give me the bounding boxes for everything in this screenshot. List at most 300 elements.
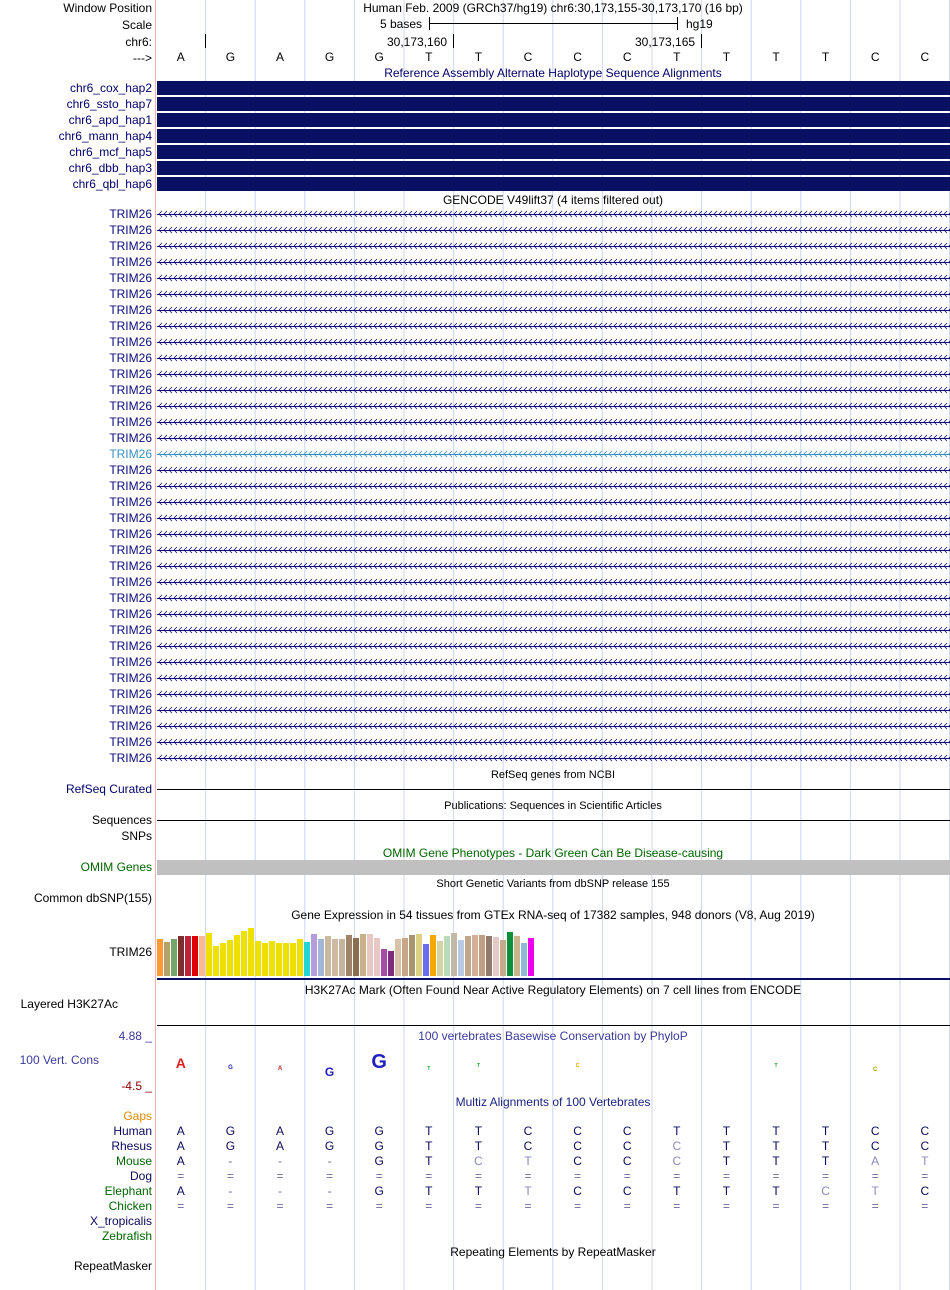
gtex-tissue-bar[interactable] (388, 951, 394, 976)
haplotype-alignment-bar[interactable] (157, 177, 950, 191)
haplotype-label[interactable]: chr6_qbl_hap6 (72, 177, 152, 191)
gencode-transcript-label[interactable]: TRIM26 (109, 719, 152, 733)
phylop-logo-glyph: A (277, 1066, 283, 1072)
multiz-aligned-base: T (921, 1154, 929, 1168)
multiz-aligned-base: C (821, 1184, 830, 1198)
multiz-species-label[interactable]: Human (113, 1124, 152, 1138)
multiz-aligned-base: T (425, 1184, 433, 1198)
multiz-aligned-base: T (772, 1184, 780, 1198)
phylop-ymax: 4.88 _ (118, 1029, 152, 1043)
gencode-transcript-label[interactable]: TRIM26 (109, 287, 152, 301)
multiz-aligned-base: C (523, 1139, 533, 1153)
gtex-tissue-bar[interactable] (213, 946, 219, 976)
repeatmasker-label[interactable]: RepeatMasker (73, 1259, 152, 1273)
gencode-title[interactable]: GENCODE V49lift37 (4 items filtered out) (442, 193, 664, 207)
phylop-logo-glyph: T (476, 1063, 480, 1069)
multiz-aligned-base: G (324, 1139, 335, 1153)
scale-bar-right-tick (677, 17, 678, 30)
multiz-aligned-base: = (375, 1169, 383, 1183)
gtex-tissue-bar[interactable] (157, 939, 163, 976)
multiz-gaps-label[interactable]: Gaps (123, 1109, 152, 1123)
gencode-transcript-feature[interactable] (157, 482, 950, 490)
gtex-tissue-bar[interactable] (234, 935, 240, 976)
gtex-baseline (157, 978, 950, 980)
phylop-logo-glyph: G (371, 1051, 387, 1073)
gencode-transcript-label[interactable]: TRIM26 (109, 303, 152, 317)
gtex-tissue-bar[interactable] (346, 935, 352, 976)
gtex-tissue-bar[interactable] (318, 939, 324, 976)
gencode-transcript-label[interactable]: TRIM26 (109, 335, 152, 349)
scale-bar (429, 23, 677, 24)
gencode-transcript-feature[interactable] (157, 210, 950, 218)
multiz-aligned-base: T (821, 1124, 830, 1138)
gencode-transcript-feature[interactable] (157, 306, 950, 314)
gencode-transcript-feature[interactable] (157, 674, 950, 682)
gencode-transcript-feature[interactable] (157, 226, 950, 234)
multiz-aligned-base: = (177, 1199, 185, 1213)
gencode-transcript-feature[interactable] (157, 594, 950, 602)
multiz-aligned-base: = (425, 1199, 433, 1213)
omim-label[interactable]: OMIM Genes (80, 860, 152, 874)
gencode-transcript-feature[interactable] (157, 498, 950, 506)
gtex-tissue-bar[interactable] (437, 941, 443, 976)
gencode-transcript-feature[interactable] (157, 402, 950, 410)
gencode-transcript-label[interactable]: TRIM26 (109, 367, 152, 381)
haplotype-label[interactable]: chr6_mcf_hap5 (69, 145, 152, 159)
multiz-aligned-base: = (375, 1199, 383, 1213)
multiz-aligned-base: T (722, 1124, 731, 1138)
gencode-transcript-label[interactable]: TRIM26 (109, 495, 152, 509)
gtex-tissue-bar[interactable] (486, 936, 492, 976)
multiz-aligned-base: = (722, 1199, 730, 1213)
gencode-transcript-label[interactable]: TRIM26 (109, 415, 152, 429)
gencode-transcript-label[interactable]: TRIM26 (109, 575, 152, 589)
gtex-tissue-bar[interactable] (500, 940, 506, 976)
gencode-transcript-label[interactable]: TRIM26 (109, 399, 152, 413)
gencode-transcript-label[interactable]: TRIM26 (109, 239, 152, 253)
h3k27ac-title[interactable]: H3K27Ac Mark (Often Found Near Active Regulatory Elements) on 7 cell lines from ENCODE (304, 983, 802, 997)
reference-base: C (870, 50, 880, 64)
reference-base: T (673, 50, 681, 64)
haplotype-label[interactable]: chr6_apd_hap1 (68, 113, 152, 127)
gtex-tissue-bar[interactable] (514, 936, 520, 976)
gencode-transcript-label[interactable]: TRIM26 (109, 607, 152, 621)
reference-base: G (374, 50, 384, 64)
gencode-transcript-label[interactable]: TRIM26 (109, 527, 152, 541)
gencode-transcript-feature[interactable] (157, 626, 950, 634)
multiz-aligned-base: = (772, 1199, 780, 1213)
multiz-aligned-base: A (871, 1154, 880, 1168)
multiz-aligned-base: = (623, 1199, 631, 1213)
gtex-tissue-bar[interactable] (283, 943, 289, 976)
multiz-aligned-base: C (622, 1139, 632, 1153)
reference-base: A (275, 50, 284, 64)
gencode-transcript-feature[interactable] (157, 434, 950, 442)
multiz-aligned-base: C (573, 1124, 582, 1138)
multiz-aligned-base: G (374, 1184, 384, 1198)
gtex-tissue-bar[interactable] (255, 941, 261, 976)
phylop-ymin: -4.5 _ (121, 1079, 152, 1093)
multiz-aligned-base: = (326, 1199, 334, 1213)
gencode-transcript-label[interactable]: TRIM26 (109, 511, 152, 525)
gencode-transcript-feature[interactable] (157, 354, 950, 362)
multiz-aligned-base: = (177, 1169, 185, 1183)
gtex-gene-label[interactable]: TRIM26 (109, 945, 152, 959)
multiz-aligned-base: C (672, 1154, 682, 1168)
multiz-aligned-base: = (276, 1169, 284, 1183)
gtex-tissue-bar[interactable] (227, 940, 233, 976)
multiz-aligned-base: C (474, 1154, 483, 1168)
multiz-aligned-base: C (920, 1184, 930, 1198)
gtex-tissue-bar[interactable] (178, 936, 184, 976)
gtex-tissue-bar[interactable] (444, 936, 450, 976)
alt-haplotypes-title[interactable]: Reference Assembly Alternate Haplotype Sequence Alignments (384, 66, 722, 80)
gtex-tissue-bar[interactable] (402, 938, 408, 976)
multiz-aligned-base: = (276, 1199, 284, 1213)
phylop-logo-glyph: T (774, 1063, 778, 1069)
gtex-tissue-bar[interactable] (297, 939, 303, 976)
multiz-aligned-base: G (324, 1124, 335, 1138)
multiz-species-label[interactable]: Elephant (104, 1184, 152, 1198)
gtex-tissue-bar[interactable] (395, 939, 401, 976)
multiz-aligned-base: = (871, 1199, 879, 1213)
gtex-expression-bars[interactable] (157, 926, 537, 976)
multiz-aligned-base: = (673, 1169, 681, 1183)
gencode-transcript-label[interactable]: TRIM26 (109, 559, 152, 573)
gencode-transcript-feature[interactable] (157, 722, 950, 730)
gencode-transcript-label[interactable]: TRIM26 (109, 735, 152, 749)
multiz-aligned-base: T (524, 1154, 532, 1168)
snps-label[interactable]: SNPs (121, 829, 152, 843)
reference-base: T (474, 50, 483, 64)
gtex-tissue-bar[interactable] (332, 939, 338, 976)
multiz-aligned-base: = (474, 1199, 482, 1213)
gtex-tissue-bar[interactable] (465, 936, 471, 976)
multiz-aligned-base: - (327, 1184, 332, 1198)
multiz-aligned-base: C (920, 1124, 930, 1138)
gencode-transcript-feature[interactable] (157, 530, 950, 538)
gtex-tissue-bar[interactable] (451, 933, 457, 976)
publications-title[interactable]: Publications: Sequences in Scientific Articles (444, 800, 662, 812)
gtex-tissue-bar[interactable] (241, 931, 247, 976)
multiz-aligned-base: C (870, 1139, 880, 1153)
reference-base: C (920, 50, 930, 64)
gencode-transcript-label[interactable]: TRIM26 (109, 319, 152, 333)
gencode-transcript-feature[interactable] (157, 418, 950, 426)
multiz-aligned-base: A (176, 1139, 185, 1153)
haplotype-label[interactable]: chr6_ssto_hap7 (66, 97, 152, 111)
gencode-transcript-feature[interactable] (157, 514, 950, 522)
gtex-tissue-bar[interactable] (262, 943, 268, 976)
phylop-title[interactable]: 100 vertebrates Basewise Conservation by PhyloP (418, 1029, 688, 1043)
gtex-tissue-bar[interactable] (185, 936, 191, 976)
gencode-transcript-feature[interactable] (157, 690, 950, 698)
scale-label: Scale (121, 18, 152, 32)
multiz-aligned-base: - (278, 1154, 282, 1168)
multiz-aligned-base: = (226, 1169, 234, 1183)
refseq-title[interactable]: RefSeq genes from NCBI (490, 769, 616, 781)
haplotype-alignment-bar[interactable] (157, 97, 950, 111)
gencode-transcript-label[interactable]: TRIM26 (109, 543, 152, 557)
multiz-aligned-base: T (425, 1139, 433, 1153)
strand-label: ---> (133, 51, 152, 65)
multiz-aligned-base: A (275, 1124, 284, 1138)
gencode-transcript-label[interactable]: TRIM26 (109, 655, 152, 669)
coord-a-tick (453, 34, 454, 48)
gencode-transcript-feature[interactable] (157, 450, 950, 458)
gtex-tissue-bar[interactable] (220, 943, 226, 976)
reference-base: T (425, 50, 433, 64)
multiz-aligned-base: T (722, 1139, 731, 1153)
window-position-text: Human Feb. 2009 (GRCh37/hg19) chr6:30,173,155-30,173,170 (16 bp) (363, 1, 743, 15)
multiz-species-label[interactable]: Mouse (115, 1154, 152, 1168)
multiz-aligned-base: C (622, 1154, 632, 1168)
gtex-tissue-bar[interactable] (290, 943, 296, 976)
phylop-logo-glyph: C (575, 1063, 580, 1069)
gtex-tissue-bar[interactable] (276, 943, 282, 976)
multiz-species-label[interactable]: Zebrafish (101, 1229, 152, 1243)
gtex-tissue-bar[interactable] (430, 935, 436, 976)
gtex-title[interactable]: Gene Expression in 54 tissues from GTEx RNA-seq of 17382 samples, 948 donors (V8, Aug 2019) (291, 908, 815, 922)
gtex-tissue-bar[interactable] (164, 942, 170, 976)
gencode-transcript-label[interactable]: TRIM26 (109, 431, 152, 445)
multiz-species-label[interactable]: Rhesus (111, 1139, 152, 1153)
dbsnp-title[interactable]: Short Genetic Variants from dbSNP release 155 (436, 878, 670, 890)
multiz-aligned-base: = (474, 1169, 482, 1183)
haplotype-alignment-bar[interactable] (157, 145, 950, 159)
multiz-aligned-base: T (821, 1139, 830, 1153)
dbsnp-label[interactable]: Common dbSNP(155) (33, 891, 152, 905)
multiz-aligned-base: = (574, 1199, 582, 1213)
phylop-logo-glyph: G (324, 1065, 335, 1078)
gencode-transcript-feature[interactable] (157, 466, 950, 474)
gencode-transcript-label[interactable]: TRIM26 (109, 351, 152, 365)
phylop-logo-glyph: C (873, 1067, 878, 1073)
multiz-aligned-base: - (228, 1184, 233, 1198)
reference-base: T (722, 50, 731, 64)
multiz-aligned-base: = (623, 1169, 631, 1183)
phylop-logo-track[interactable] (156, 1048, 950, 1078)
gtex-tissue-bar[interactable] (304, 942, 310, 976)
refseq-label[interactable]: RefSeq Curated (65, 782, 152, 796)
multiz-aligned-base: = (871, 1169, 879, 1183)
multiz-aligned-base: T (425, 1124, 433, 1138)
gencode-transcript-label[interactable]: TRIM26 (109, 447, 152, 461)
gtex-tissue-bar[interactable] (479, 935, 485, 976)
gencode-transcript-label[interactable]: TRIM26 (109, 671, 152, 685)
gtex-tissue-bar[interactable] (339, 939, 345, 976)
multiz-aligned-base: G (374, 1139, 384, 1153)
gtex-tissue-bar[interactable] (374, 938, 380, 976)
haplotype-alignment-bar[interactable] (157, 113, 950, 127)
gencode-transcript-label[interactable]: TRIM26 (109, 207, 152, 221)
multiz-aligned-base: - (278, 1184, 282, 1198)
gencode-transcript-label[interactable]: TRIM26 (109, 703, 152, 717)
haplotype-label[interactable]: chr6_cox_hap2 (69, 81, 152, 95)
gencode-transcript-feature[interactable] (157, 338, 950, 346)
haplotype-label[interactable]: chr6_mann_hap4 (58, 129, 152, 143)
gencode-transcript-feature[interactable] (157, 562, 950, 570)
haplotype-label[interactable]: chr6_dbb_hap3 (68, 161, 152, 175)
omim-title[interactable]: OMIM Gene Phenotypes - Dark Green Can Be Disease-causing (382, 846, 724, 860)
chrom-label: chr6: (125, 35, 152, 49)
multiz-aligned-base: A (176, 1124, 185, 1138)
refseq-feature-line[interactable] (157, 789, 950, 790)
gencode-transcript-label[interactable]: TRIM26 (109, 591, 152, 605)
gencode-transcript-label[interactable]: TRIM26 (109, 687, 152, 701)
multiz-aligned-base: C (573, 1139, 582, 1153)
omim-feature-bar[interactable] (157, 860, 950, 875)
gtex-tissue-bar[interactable] (507, 932, 513, 976)
coord-b: 30,173,165 (635, 35, 696, 49)
multiz-aligned-base: G (225, 1139, 236, 1153)
gencode-transcript-feature[interactable] (157, 738, 950, 746)
window-position-label: Window Position (63, 1, 152, 15)
gencode-transcript-label[interactable]: TRIM26 (109, 255, 152, 269)
multiz-aligned-base: = (772, 1169, 780, 1183)
gencode-transcript-feature[interactable] (157, 258, 950, 266)
multiz-aligned-base: C (622, 1184, 632, 1198)
reference-base: T (821, 50, 830, 64)
multiz-aligned-base: T (871, 1184, 879, 1198)
gencode-transcript-feature[interactable] (157, 290, 950, 298)
multiz-aligned-base: G (374, 1124, 384, 1138)
gtex-tissue-bar[interactable] (416, 934, 422, 976)
reference-base: C (573, 50, 582, 64)
h3k27ac-label[interactable]: Layered H3K27Ac (20, 997, 118, 1011)
reference-base: G (324, 50, 335, 64)
multiz-aligned-base: A (176, 1184, 185, 1198)
gencode-transcript-label[interactable]: TRIM26 (109, 271, 152, 285)
gtex-tissue-bar[interactable] (269, 941, 275, 976)
gtex-tissue-bar[interactable] (199, 936, 205, 976)
gencode-transcript-feature[interactable] (157, 578, 950, 586)
multiz-species-label[interactable]: X_tropicalis (89, 1214, 152, 1228)
multiz-aligned-base: T (722, 1154, 731, 1168)
multiz-aligned-base: = (524, 1169, 532, 1183)
gencode-transcript-feature[interactable] (157, 274, 950, 282)
gtex-tissue-bar[interactable] (360, 934, 366, 976)
reference-base: C (622, 50, 632, 64)
gtex-tissue-bar[interactable] (521, 943, 527, 976)
repeatmasker-title[interactable]: Repeating Elements by RepeatMasker (450, 1245, 656, 1259)
multiz-title[interactable]: Multiz Alignments of 100 Vertebrates (455, 1095, 651, 1109)
gencode-transcript-label[interactable]: TRIM26 (109, 463, 152, 477)
gencode-transcript-feature[interactable] (157, 546, 950, 554)
gtex-tissue-bar[interactable] (381, 949, 387, 976)
gtex-tissue-bar[interactable] (353, 938, 359, 976)
gencode-transcript-feature[interactable] (157, 370, 950, 378)
gtex-tissue-bar[interactable] (493, 937, 499, 976)
multiz-aligned-base: T (474, 1184, 483, 1198)
multiz-aligned-base: T (474, 1139, 483, 1153)
multiz-aligned-base: T (425, 1154, 433, 1168)
phylop-logo-glyph: T (427, 1066, 431, 1072)
multiz-aligned-base: T (722, 1184, 731, 1198)
multiz-aligned-base: G (225, 1124, 236, 1138)
gencode-transcript-feature[interactable] (157, 754, 950, 762)
gtex-tissue-bar[interactable] (325, 936, 331, 976)
reference-base: G (225, 50, 236, 64)
multiz-aligned-base: A (176, 1154, 185, 1168)
multiz-aligned-base: - (327, 1154, 332, 1168)
gencode-transcript-label[interactable]: TRIM26 (109, 623, 152, 637)
multiz-aligned-base: G (374, 1154, 384, 1168)
multiz-aligned-base: T (673, 1124, 681, 1138)
gencode-transcript-label[interactable]: TRIM26 (109, 751, 152, 765)
gencode-transcript-feature[interactable] (157, 322, 950, 330)
gtex-tissue-bar[interactable] (458, 940, 464, 976)
multiz-aligned-base: = (326, 1169, 334, 1183)
gencode-transcript-label[interactable]: TRIM26 (109, 383, 152, 397)
multiz-aligned-base: C (672, 1139, 682, 1153)
multiz-aligned-base: = (574, 1169, 582, 1183)
gtex-tissue-bar[interactable] (367, 934, 373, 976)
scale-db: hg19 (686, 17, 713, 31)
gtex-tissue-bar[interactable] (311, 934, 317, 976)
multiz-aligned-base: T (821, 1154, 830, 1168)
sequences-label[interactable]: Sequences (91, 813, 152, 827)
multiz-aligned-base: = (822, 1199, 830, 1213)
gtex-tissue-bar[interactable] (192, 936, 198, 976)
gencode-transcript-feature[interactable] (157, 386, 950, 394)
sequences-feature-line[interactable] (157, 820, 950, 821)
coord-a: 30,173,160 (387, 35, 448, 49)
haplotype-alignment-bar[interactable] (157, 129, 950, 143)
gtex-tissue-bar[interactable] (528, 938, 534, 976)
coord-b-tick (701, 34, 702, 48)
multiz-aligned-base: = (425, 1169, 433, 1183)
reference-base: A (176, 50, 185, 64)
multiz-species-label[interactable]: Chicken (108, 1199, 152, 1213)
multiz-aligned-base: C (573, 1184, 582, 1198)
scale-bar-left-tick (429, 17, 430, 30)
multiz-aligned-base: = (921, 1169, 929, 1183)
multiz-aligned-base: T (772, 1154, 780, 1168)
multiz-aligned-base: T (772, 1124, 780, 1138)
multiz-aligned-base: = (524, 1199, 532, 1213)
phylop-label[interactable]: 100 Vert. Cons (19, 1053, 99, 1067)
gencode-transcript-feature[interactable] (157, 658, 950, 666)
gencode-transcript-feature[interactable] (157, 642, 950, 650)
gtex-tissue-bar[interactable] (423, 944, 429, 976)
chrom-tick-start (205, 34, 206, 48)
multiz-species-label[interactable]: Dog (129, 1169, 152, 1183)
haplotype-alignment-bar[interactable] (157, 81, 950, 95)
multiz-aligned-base: = (226, 1199, 234, 1213)
gencode-transcript-feature[interactable] (157, 242, 950, 250)
gencode-transcript-feature[interactable] (157, 610, 950, 618)
multiz-aligned-base: = (822, 1169, 830, 1183)
gtex-tissue-bar[interactable] (472, 935, 478, 976)
phylop-logo-glyph: A (175, 1055, 186, 1071)
gtex-tissue-bar[interactable] (206, 933, 212, 976)
multiz-aligned-base: = (722, 1169, 730, 1183)
gtex-tissue-bar[interactable] (171, 939, 177, 976)
reference-base: C (523, 50, 533, 64)
multiz-aligned-base: T (524, 1184, 532, 1198)
gencode-transcript-label[interactable]: TRIM26 (109, 479, 152, 493)
multiz-aligned-base: = (921, 1199, 929, 1213)
multiz-aligned-base: C (622, 1124, 632, 1138)
gtex-tissue-bar[interactable] (409, 935, 415, 976)
gencode-transcript-label[interactable]: TRIM26 (109, 639, 152, 653)
gencode-transcript-label[interactable]: TRIM26 (109, 223, 152, 237)
haplotype-alignment-bar[interactable] (157, 161, 950, 175)
phylop-logo-glyph: G (228, 1065, 233, 1071)
gencode-transcript-feature[interactable] (157, 706, 950, 714)
gtex-tissue-bar[interactable] (248, 928, 254, 976)
